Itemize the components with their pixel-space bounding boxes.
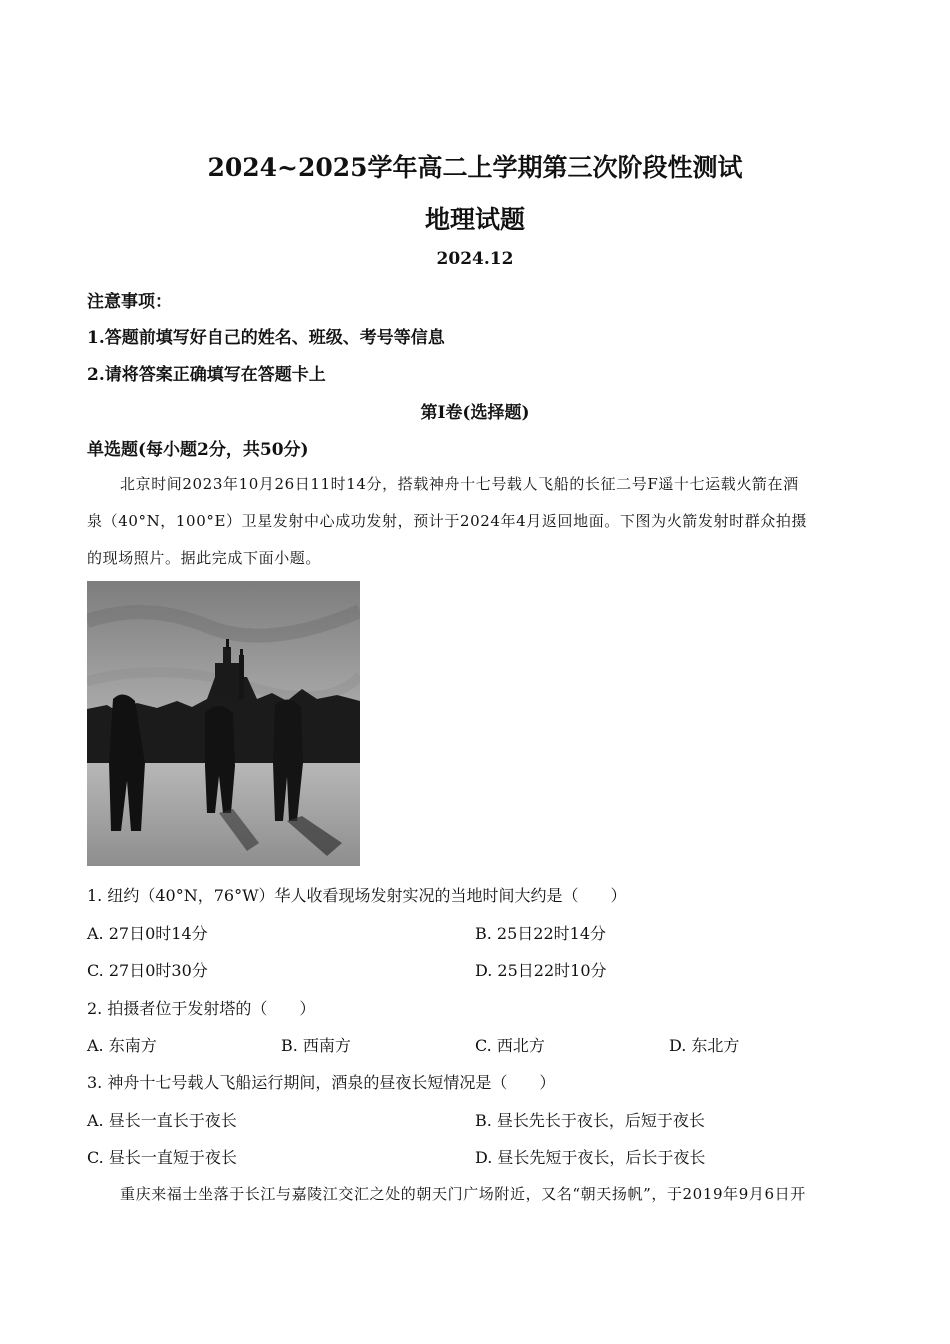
passage-line: 泉（40°N，100°E）卫星发射中心成功发射，预计于2024年4月返回地面。下图为火箭发射时群众拍摄 [87, 512, 808, 530]
question-stem: 3. 神舟十七号载人飞船运行期间，酒泉的昼夜长短情况是（ ） [87, 1073, 556, 1092]
option-d: D. 昼长先短于夜长，后长于夜长 [475, 1148, 706, 1167]
option-b: B. 25日22时14分 [475, 924, 607, 943]
section-subtitle: 单选题(每小题2分，共50分) [87, 440, 309, 460]
option-c: C. 27日0时30分 [87, 961, 208, 980]
option-d: D. 25日22时10分 [475, 961, 607, 980]
question-stem: 2. 拍摄者位于发射塔的（ ） [87, 999, 316, 1018]
option-b: B. 昼长先长于夜长，后短于夜长 [475, 1111, 705, 1130]
notice-heading: 注意事项： [87, 292, 172, 312]
option-d: D. 东北方 [669, 1036, 740, 1055]
notice-item: 2.请将答案正确填写在答题卡上 [87, 365, 326, 385]
option-a: A. 东南方 [87, 1036, 157, 1055]
option-c: C. 昼长一直短于夜长 [87, 1148, 237, 1167]
launch-photo [87, 581, 360, 866]
option-c: C. 西北方 [475, 1036, 545, 1055]
section-title: 第Ⅰ卷(选择题) [420, 403, 530, 423]
option-b: B. 西南方 [281, 1036, 351, 1055]
exam-date: 2024.12 [436, 249, 514, 269]
option-a: A. 昼长一直长于夜长 [87, 1111, 237, 1130]
question-stem: 1. 纽约（40°N，76°W）华人收看现场发射实况的当地时间大约是（ ） [87, 886, 627, 905]
exam-subject: 地理试题 [424, 205, 525, 234]
notice-item: 1.答题前填写好自己的姓名、班级、考号等信息 [87, 328, 445, 348]
passage-line: 重庆来福士坐落于长江与嘉陵江交汇之处的朝天门广场附近，又名“朝天扬帆”，于2019年9月6日开 [120, 1185, 806, 1203]
passage-line: 北京时间2023年10月26日11时14分，搭载神舟十七号载人飞船的长征二号F遥十七运载火箭在酒 [120, 475, 799, 493]
option-a: A. 27日0时14分 [87, 924, 208, 943]
passage-line: 的现场照片。据此完成下面小题。 [87, 549, 322, 567]
exam-title: 2024~2025学年高二上学期第三次阶段性测试 [207, 153, 743, 182]
